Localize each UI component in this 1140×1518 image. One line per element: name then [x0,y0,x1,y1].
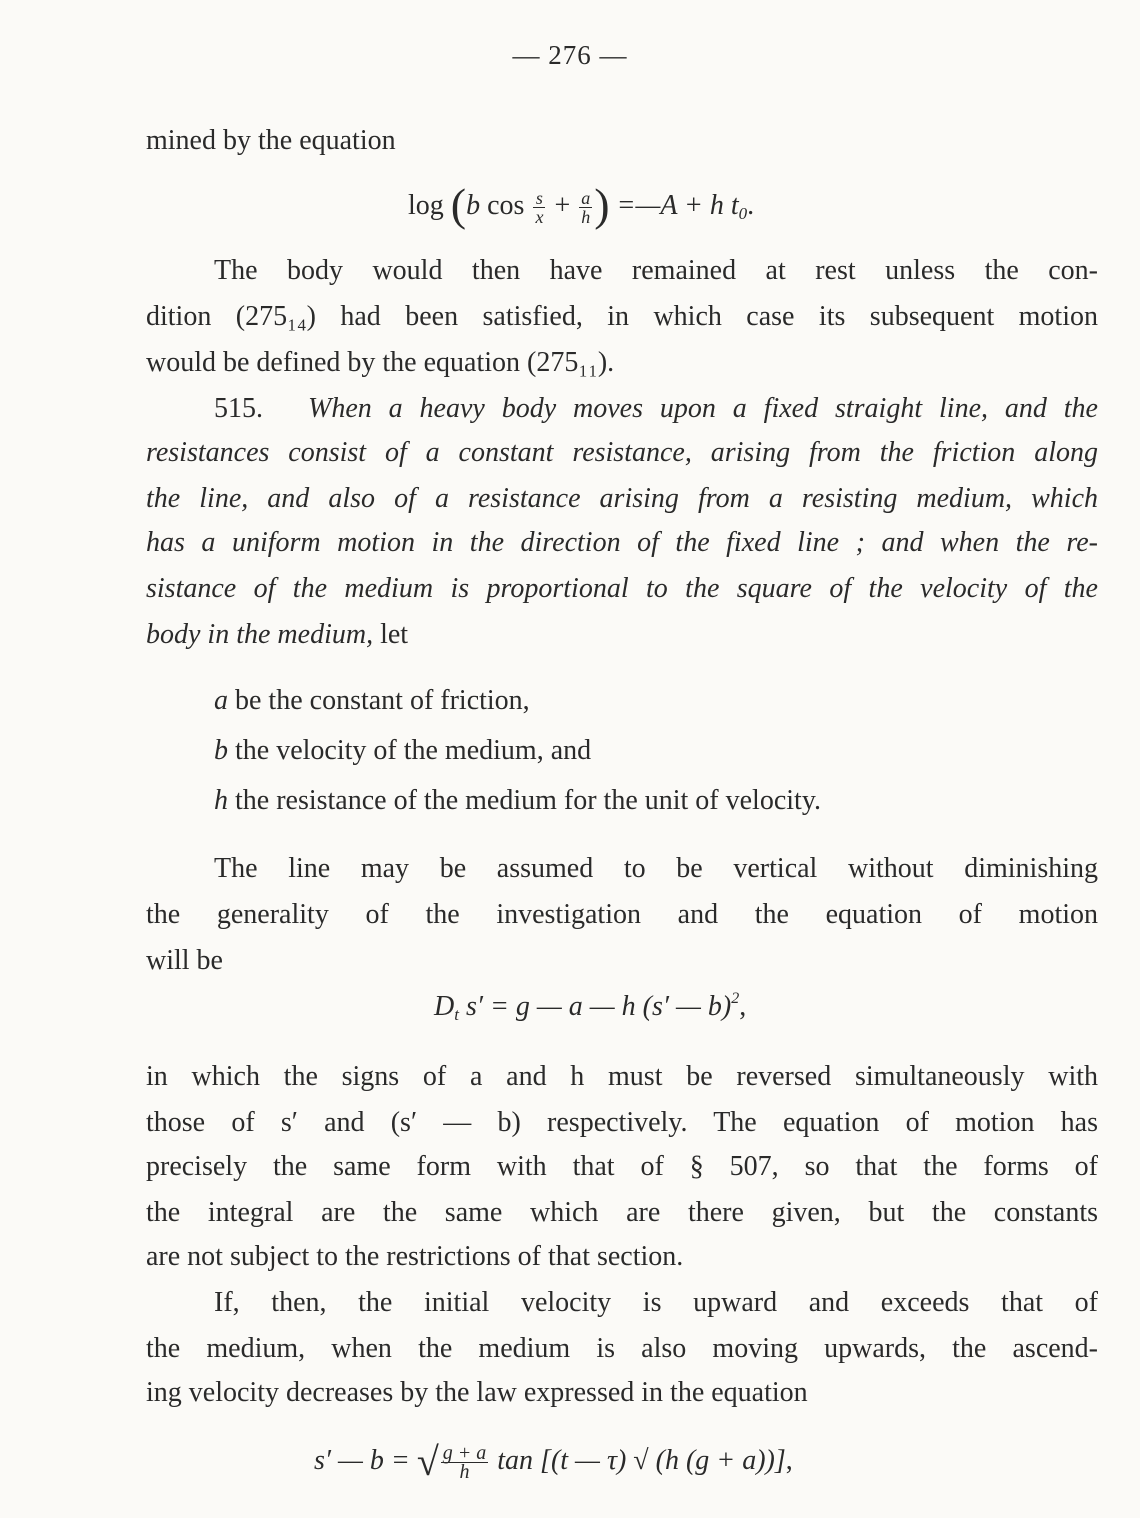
eq2-lhs: D [434,991,455,1022]
eq3-fraction [441,1442,489,1484]
eq3-den: h [459,1461,470,1484]
text-line [146,618,408,652]
eq3-num: g + a [442,1442,487,1465]
eq1-rhs: =—A + h t [616,190,739,221]
var-b: b [214,735,228,766]
definition-b [214,734,591,768]
eq3-body: tan [(t — τ) √ (h (g + a))] [497,1445,786,1476]
text-line: If, then, the initial velocity is upward and exceeds that of [214,1287,1098,1318]
eq1-a-over-h [579,189,592,226]
eq2-end: , [739,991,747,1022]
eq1-close-paren: ) [594,179,610,230]
eq1-b: b [466,190,481,221]
text-line: the integral are the same which are there given, but the constants [146,1197,1098,1228]
text-line: mined by the equation [146,125,396,156]
page-number: — 276 — [512,40,628,70]
text-line: the medium, when the medium is also moving upwards, the ascend- [146,1333,1098,1364]
eq1-s: s [533,189,545,208]
eq1-open-paren: ( [450,179,467,230]
eq1-a: a [581,188,591,209]
text-line: precisely the same form with that of § 507, so that the forms of [146,1151,1098,1182]
eq1-cos: cos [487,190,525,221]
text-line: the generality of the investigation and the equation of motion [146,899,1098,930]
eq1-log: log [408,190,444,221]
eq3-lhs: s′ — b = [314,1445,410,1476]
eq1-h: h [581,207,591,228]
eq1-plus: + [554,190,571,221]
eq3-end: , [785,1445,793,1476]
text-line: are not subject to the restrictions of that section. [146,1241,684,1272]
eq2-body: s′ = g — a — h (s′ — b) [465,991,732,1022]
text-line: dition (275₁₄) had been satisfied, in which case its subsequent motion [146,301,1098,332]
definition-text: the resistance of the medium for the unit of velocity. [235,785,822,816]
var-a: a [214,685,228,716]
italic-run: body in the medium, [146,619,374,650]
text-line: in which the signs of a and h must be reversed simultaneously with [146,1061,1098,1092]
section-number: 515. [214,393,263,424]
text-line: The body would then have remained at rest unless the con- [214,255,1098,286]
eq1-s-over-x [533,189,545,226]
text-line: those of s′ and (s′ — b) respectively. The equation of motion has [146,1107,1098,1138]
text-line: resistances consist of a constant resistance, arising from the friction along [146,437,1098,468]
equation-log [408,178,754,231]
eq2-sup: 2 [731,990,740,1007]
text-line: When a heavy body moves upon a fixed straight line, and the [308,393,1098,424]
var-h: h [214,785,228,816]
text-line: has a uniform motion in the direction of the fixed line ; and when the re- [146,527,1098,558]
text-line: ing velocity decreases by the law expressed in the equation [146,1377,808,1408]
definition-h [214,784,821,818]
definition-text: the velocity of the medium, and [235,735,592,766]
text-line: would be defined by the equation (275₁₁). [146,347,615,378]
text-line: sistance of the medium is proportional to the square of the velocity of the [146,573,1098,604]
roman-run: let [380,619,409,650]
eq1-rhs-sub: 0 [738,204,748,223]
eq1-end: . [747,190,755,221]
sqrt-sign-icon: √ [416,1439,439,1484]
equation-velocity [314,1438,793,1485]
text-line: the line, and also of a resistance arising from a resisting medium, which [146,483,1098,514]
text-line: The line may be assumed to be vertical without diminishing [214,853,1098,884]
text-line: will be [146,945,223,976]
definition-text: be the constant of friction, [235,685,530,716]
eq2-sub: t [454,1005,459,1024]
eq1-x: x [535,207,544,228]
definition-a [214,684,530,718]
equation-motion [434,990,746,1025]
